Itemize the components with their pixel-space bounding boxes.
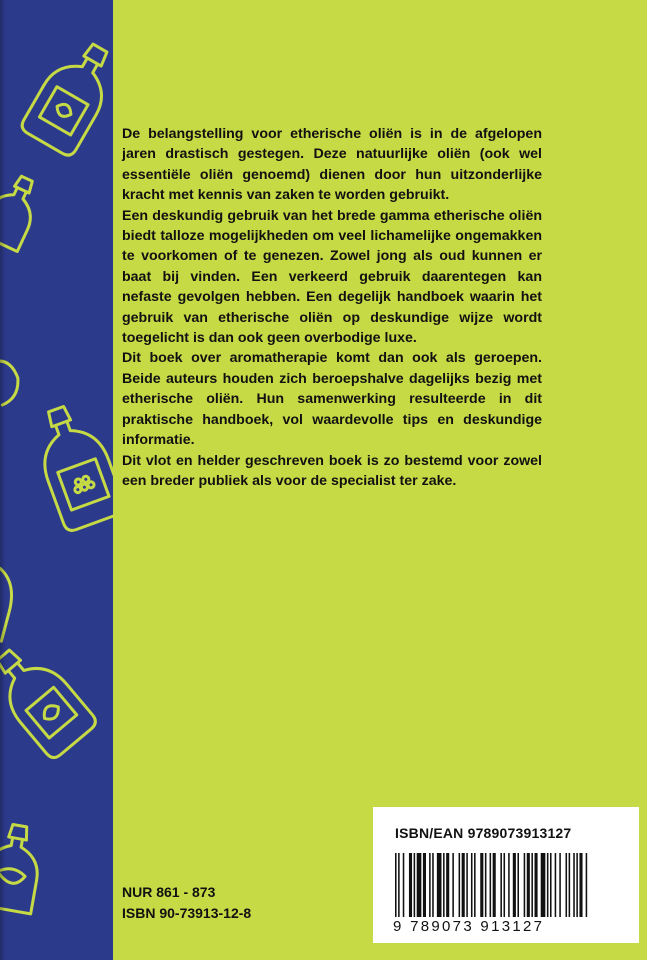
barcode-sticker (373, 807, 639, 943)
barcode-bar (547, 853, 549, 917)
bottle-pattern (0, 0, 113, 960)
barcode-digits: 9 789073 913127 (393, 918, 545, 935)
barcode-bar (398, 853, 400, 917)
barcode-bar (446, 853, 449, 917)
blurb-paragraph: Een deskundig gebruik van het brede gamma etherische oliën biedt talloze mogelijkheden om veel lichamelijke ongemakken te voorkomen of te genezen. Zowel jong als oud kunnen er baat bij vinden. Een verkeerd gebruik daarentegen kan nefaste gevolgen hebben. Een degelijk handboek waarin het gebruik van etherische oliën op deskundige wijze wordt toegelicht is dan ook geen overbodige luxe. (122, 207, 542, 347)
decorative-band (0, 0, 113, 960)
bottle-icon (0, 821, 45, 914)
barcode-bar (480, 853, 483, 917)
barcode-bar (437, 853, 442, 917)
barcode-bar (443, 853, 445, 917)
barcode-bar (566, 853, 568, 917)
barcode-bar (409, 853, 412, 917)
bottle-icon (0, 169, 47, 251)
barcode-bar (485, 853, 487, 917)
bottle-icon (19, 33, 113, 158)
barcode-bar (576, 853, 578, 917)
barcode-bar (395, 853, 397, 917)
barcode-bar (459, 853, 461, 917)
barcode-bar (586, 853, 588, 917)
barcode-bar (527, 853, 530, 917)
barcode-bar (417, 853, 422, 917)
bottle-icon (26, 398, 113, 533)
blurb (122, 124, 542, 491)
barcode-bar (579, 853, 582, 917)
catalog-codes (122, 882, 251, 924)
barcode-bar (452, 853, 454, 917)
barcode-bar (500, 853, 502, 917)
barcode-bar (513, 853, 516, 917)
barcode-bar (535, 853, 538, 917)
barcode-bar (490, 853, 492, 917)
barcode-bar (550, 853, 552, 917)
barcode-bar (517, 853, 519, 917)
barcode-bar (573, 853, 575, 917)
barcode-bar (493, 853, 496, 917)
nur-code: NUR 861 - 873 (122, 884, 216, 900)
barcode-bar (471, 853, 473, 917)
barcode-bar (541, 853, 546, 917)
barcode-bar (403, 853, 405, 917)
barcode-bar (555, 853, 557, 917)
barcode-bar (414, 853, 416, 917)
blurb-paragraph: Dit boek over aromatherapie komt dan ook als geroepen. Beide auteurs houden zich beroepshalve dagelijks bezig met etherische oliën. Hun samenwerking resulteerde in dit praktische handboek, vol waardevolle tips en deskundige informatie. (122, 350, 542, 449)
bottle-icon (0, 636, 99, 761)
barcode-bar (504, 853, 506, 917)
barcode-bar (569, 853, 571, 917)
isbn-ean-label: ISBN/EAN 9789073913127 (395, 825, 572, 841)
barcode-bar (508, 853, 510, 917)
barcode-bar (531, 853, 533, 917)
barcode-bar (466, 853, 468, 917)
barcode-bar (432, 853, 434, 917)
barcode-bar (524, 853, 526, 917)
barcode-bar (423, 853, 426, 917)
blurb-paragraph: Dit vlot en helder geschreven boek is zo bestemd voor zowel een breder publiek als voor de specialist ter zake. (122, 452, 542, 489)
isbn-code: ISBN 90-73913-12-8 (122, 905, 252, 921)
barcode-bar (559, 853, 561, 917)
barcode-bar (429, 853, 431, 917)
barcode-bar (474, 853, 476, 917)
spine-shadow (0, 0, 6, 960)
barcode-bar (462, 853, 465, 917)
blurb-paragraph: De belangstelling voor etherische oliën is in de afgelopen jaren drastisch gestegen. Deze natuurlijke oliën (ook wel essentiële oliën genoemd) dienen door hun uitzonderlijke kracht met kennis van zaken te worden gebruikt. (122, 126, 542, 204)
